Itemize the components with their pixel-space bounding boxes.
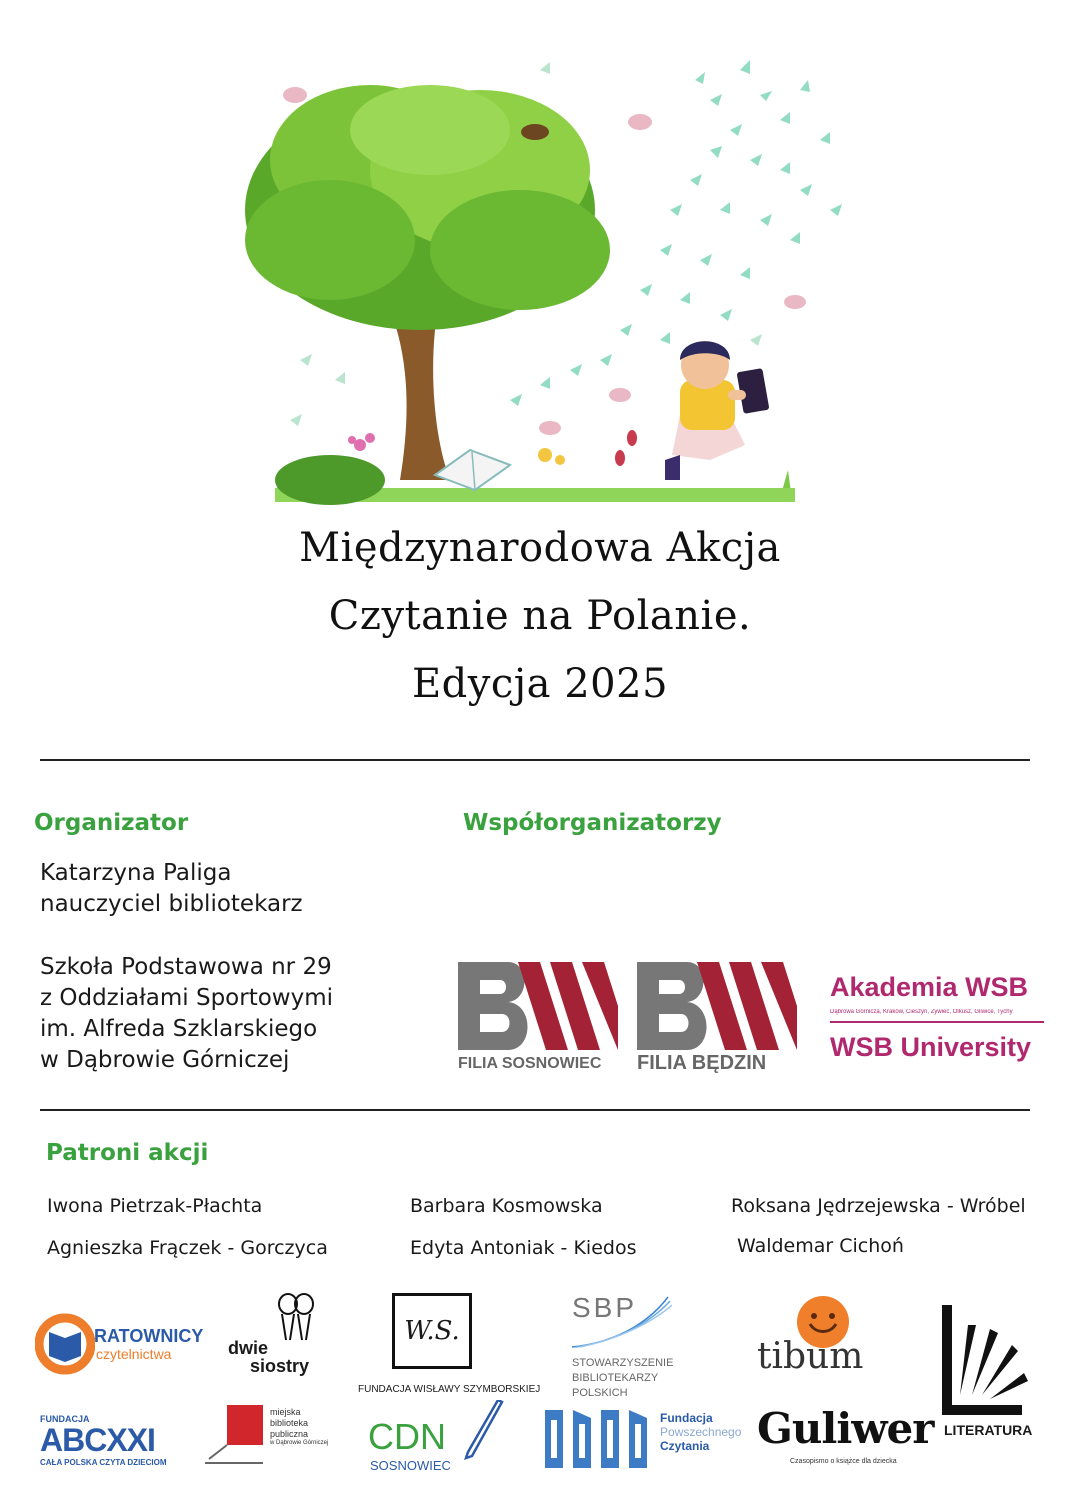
title-line-3: Edycja 2025 bbox=[411, 661, 669, 707]
wsb-divider bbox=[830, 1021, 1044, 1023]
tibum-text: tibum bbox=[757, 1336, 864, 1377]
sbp-caption-1: STOWARZYSZENIE bbox=[572, 1357, 674, 1369]
abc-subtitle: CAŁA POLSKA CZYTA DZIECIOM bbox=[40, 1458, 167, 1467]
dwie-siostry-figures-icon bbox=[268, 1290, 324, 1342]
mbp-logo-icon bbox=[205, 1405, 265, 1465]
divider-top bbox=[40, 759, 1030, 761]
bw-sosnowiec-logo-icon bbox=[458, 962, 618, 1050]
wsb-cities: Dąbrowa Górnicza, Kraków, Cieszyn, Żywiec, Olkusz, Gliwice, Tychy bbox=[830, 1009, 1013, 1015]
guliwer-subtitle: Czasopismo o książce dla dziecka bbox=[790, 1458, 897, 1465]
bw-sosnowiec-caption: FILIA SOSNOWIEC bbox=[458, 1055, 602, 1072]
patron-name: Agnieszka Frączek - Gorczyca bbox=[47, 1237, 328, 1259]
sbp-caption-3: POLSKICH bbox=[572, 1387, 628, 1399]
patron-name: Roksana Jędrzejewska - Wróbel bbox=[731, 1195, 1026, 1217]
mbp-line-3: publiczna bbox=[270, 1429, 309, 1439]
literatura-text: LITERATURA bbox=[944, 1422, 1033, 1438]
abc-top: FUNDACJA bbox=[40, 1414, 90, 1424]
mbp-line-4: w Dąbrowie Górniczej bbox=[270, 1440, 329, 1446]
cdn-pen-icon bbox=[462, 1400, 508, 1460]
fpc-line-2: Powszechnego bbox=[660, 1425, 742, 1439]
bw-bedzin-caption: FILIA BĘDZIN bbox=[637, 1052, 767, 1074]
cdn-logo-text: CDN bbox=[368, 1416, 446, 1457]
school-line-3: im. Alfreda Szklarskiego bbox=[40, 1016, 318, 1042]
ws-logo-text: W.S. bbox=[404, 1316, 460, 1346]
ratownicy-logo-icon bbox=[35, 1312, 95, 1376]
tree-canopy bbox=[245, 85, 610, 330]
mbp-line-1: miejska bbox=[270, 1407, 301, 1417]
bw-bedzin-logo-icon bbox=[637, 962, 797, 1050]
fpc-line-3: Czytania bbox=[660, 1439, 710, 1453]
sbp-logo-text: SBP bbox=[572, 1292, 638, 1323]
literatura-logo-icon bbox=[942, 1305, 1028, 1415]
sbp-swoosh-icon bbox=[572, 1295, 672, 1349]
school-line-4: w Dąbrowie Górniczej bbox=[40, 1047, 290, 1073]
organizer-heading: Organizator bbox=[34, 810, 189, 836]
dwie-text: dwie bbox=[228, 1338, 269, 1358]
fpc-line-1: Fundacja bbox=[660, 1411, 713, 1425]
patron-name: Barbara Kosmowska bbox=[410, 1195, 603, 1217]
title-line-1: Międzynarodowa Akcja bbox=[299, 525, 781, 571]
cdn-subtitle: SOSNOWIEC bbox=[370, 1458, 451, 1473]
hero-illustration bbox=[240, 40, 850, 510]
guliwer-logo-text: Guliwer bbox=[757, 1404, 934, 1453]
patron-name: Iwona Pietrzak-Płachta bbox=[47, 1195, 263, 1217]
coorganizers-heading: Współorganizatorzy bbox=[463, 810, 722, 836]
abc-logo-text: ABCXXI bbox=[40, 1422, 155, 1458]
wsb-university-title: WSB University bbox=[830, 1032, 1032, 1062]
book-icon bbox=[435, 450, 510, 490]
school-line-1: Szkoła Podstawowa nr 29 bbox=[40, 954, 332, 980]
patron-name: Edyta Antoniak - Kiedos bbox=[410, 1237, 637, 1259]
title-line-2: Czytanie na Polanie. bbox=[328, 593, 752, 639]
mbp-line-2: biblioteka bbox=[270, 1418, 309, 1428]
ws-caption: FUNDACJA WISŁAWY SZYMBORSKIEJ bbox=[358, 1384, 541, 1395]
sbp-caption-2: BIBLIOTEKARZY bbox=[572, 1372, 659, 1384]
wsb-academy-title: Akademia WSB bbox=[830, 972, 1029, 1002]
patron-name: Waldemar Cichoń bbox=[737, 1235, 904, 1257]
child-reading-icon bbox=[665, 341, 769, 480]
school-line-2: z Oddziałami Sportowymi bbox=[40, 985, 334, 1011]
patrons-heading: Patroni akcji bbox=[46, 1140, 209, 1166]
siostry-text: siostry bbox=[250, 1356, 310, 1376]
fpc-logo-icon bbox=[545, 1410, 655, 1468]
organizer-name: Katarzyna Paliga bbox=[40, 860, 232, 886]
divider-bottom bbox=[40, 1109, 1030, 1111]
ratownicy-title: RATOWNICY bbox=[94, 1326, 204, 1346]
ratownicy-subtitle: czytelnictwa bbox=[96, 1346, 172, 1362]
organizer-role: nauczyciel bibliotekarz bbox=[40, 891, 303, 917]
